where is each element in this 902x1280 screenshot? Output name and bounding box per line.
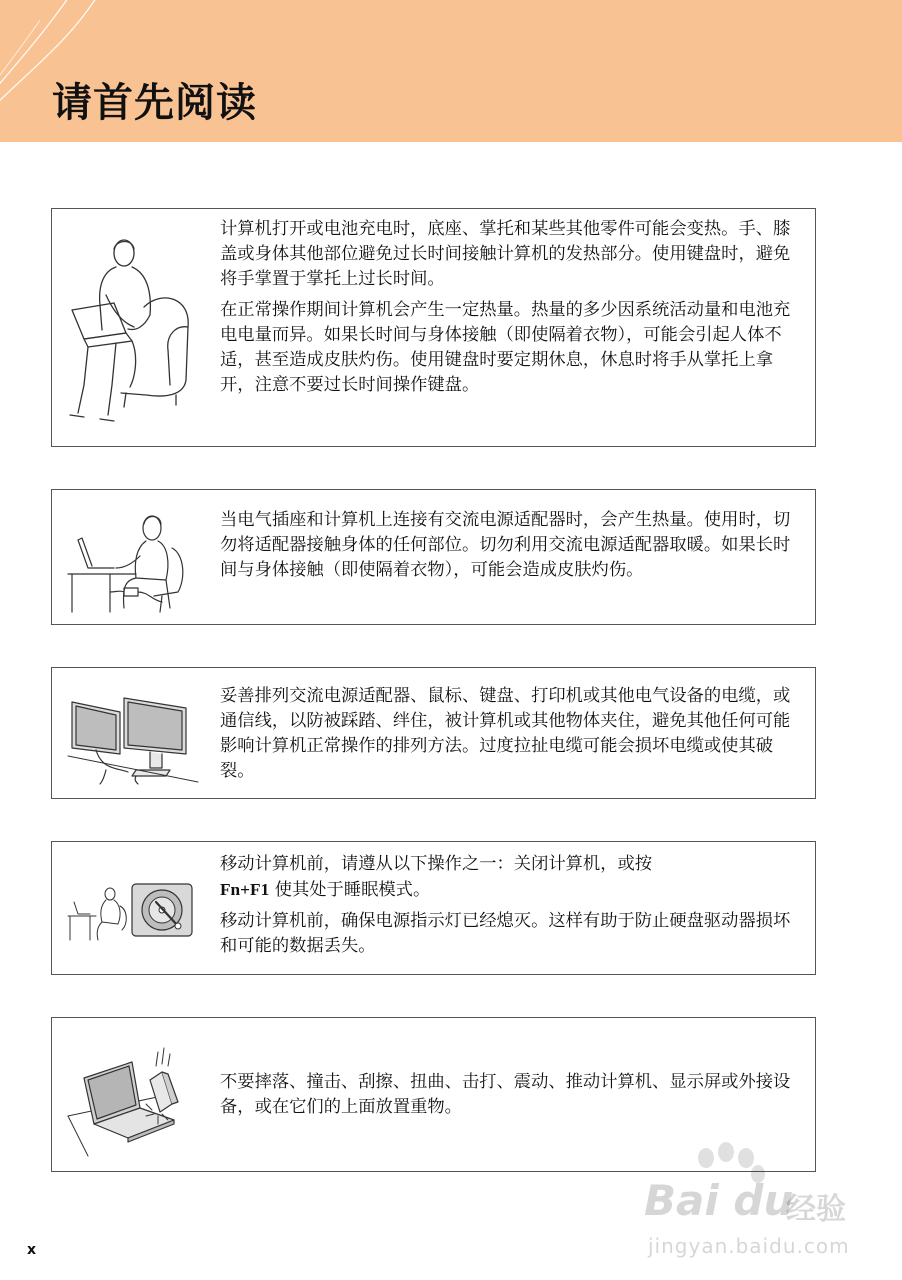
header-banner [0,0,902,142]
laptop-impact-icon [66,1038,196,1158]
baidu-watermark [636,1142,866,1270]
hard-drive-and-desk-icon [66,880,201,945]
page-title: 请首先阅读 [52,80,257,126]
paragraph [220,852,805,903]
paragraph: 移动计算机前，确保电源指示灯已经熄灭。这样有助于防止硬盘驱动器损坏和可能的数据丢失。 [220,911,791,956]
watermark-brand: Bai du [644,1176,794,1225]
monitors-and-cables-icon [66,690,201,785]
paragraph: 当电气插座和计算机上连接有交流电源适配器时，会产生热量。使用时，切勿将适配器接触身体的任何部位。切勿利用交流电源适配器取暖。如果长时间与身体接触（即使隔着衣物），可能会造成皮肤灼伤。 [220,510,791,580]
safety-notice-ac-adapter-heat [51,489,816,625]
person-at-desk-with-ac-adapter-icon [66,508,196,613]
person-on-couch-with-laptop-icon [66,235,196,430]
safety-notice-cable-arrangement [51,667,816,799]
paragraph: 计算机打开或电池充电时，底座、掌托和某些其他零件可能会变热。手、膝盖或身体其他部位避免过长时间接触计算机的发热部分。使用键盘时，避免将手掌置于掌托上过长时间。 [220,219,791,289]
paragraph-text: 移动计算机前，请遵从以下操作之一：关闭计算机，或按 [220,854,653,874]
safety-notice-heat-body-contact [51,208,816,447]
paragraph-text: 使其处于睡眠模式。 [269,880,431,900]
paragraph: 在正常操作期间计算机会产生一定热量。热量的多少因系统活动量和电池充电电量而异。如果长时间与身体接触（即使隔着衣物），可能会引起人体不适，甚至造成皮肤灼伤。使用键盘时要定期休息，休息时将手从掌托上拿开，注意不要过长时间操作键盘。 [220,300,791,395]
paragraph: 不要摔落、撞击、刮擦、扭曲、击打、震动、推动计算机、显示屏或外接设备，或在它们的上面放置重物。 [220,1072,791,1117]
paragraph: 妥善排列交流电源适配器、鼠标、键盘、打印机或其他电气设备的电缆，或通信线，以防被踩踏、绊住，被计算机或其他物体夹住，避免其他任何可能影响计算机正常操作的排列方法。过度拉扯电缆可能会损坏电缆或使其破裂。 [220,686,791,781]
watermark-url: jingyan.baidu.com [648,1234,850,1258]
page-number: x [27,1242,37,1258]
safety-notice-moving-computer [51,841,816,975]
key-combo: Fn+F1 [220,880,270,899]
watermark-brand-suffix: 经验 [786,1192,846,1227]
